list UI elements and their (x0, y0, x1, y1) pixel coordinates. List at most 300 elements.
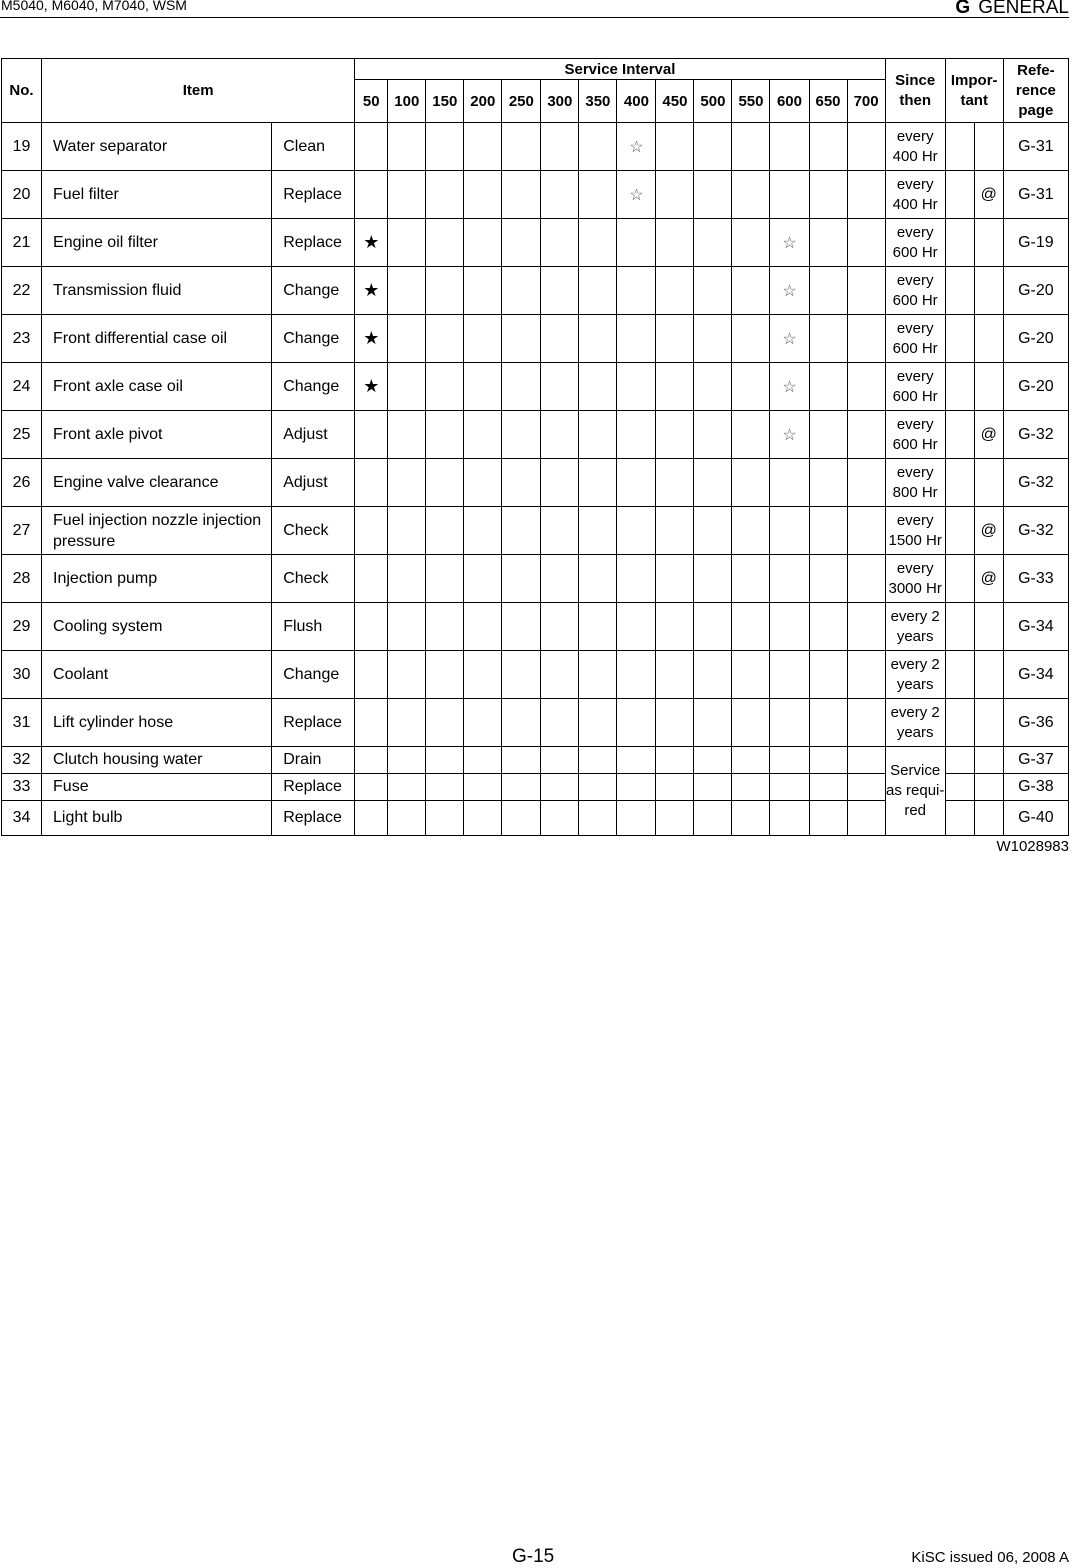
row-number: 26 (2, 459, 42, 507)
row-important (974, 699, 1003, 747)
row-reference-page: G-20 (1003, 363, 1068, 411)
row-reference-page: G-19 (1003, 219, 1068, 267)
row-since-then: every 600 Hr (885, 363, 945, 411)
row-item: Fuel injection nozzle injection pressure (42, 507, 272, 555)
interval-cell-500 (694, 267, 732, 315)
header-item: Item (42, 59, 355, 123)
periodic-service-star-icon: ☆ (782, 378, 797, 396)
interval-cell-150 (426, 747, 464, 774)
interval-cell-500 (694, 801, 732, 836)
row-reference-page: G-20 (1003, 267, 1068, 315)
row-item: Water separator (42, 123, 272, 171)
interval-cell-400 (617, 747, 656, 774)
interval-cell-400 (617, 411, 656, 459)
row-important (974, 123, 1003, 171)
row-important-a (945, 507, 974, 555)
interval-cell-550 (732, 267, 770, 315)
interval-cell-350 (579, 123, 617, 171)
interval-cell-700 (847, 651, 885, 699)
row-action: Replace (272, 699, 355, 747)
row-important-a (945, 774, 974, 801)
interval-cell-550 (732, 747, 770, 774)
interval-cell-250 (502, 459, 541, 507)
interval-cell-700 (847, 747, 885, 774)
row-item: Engine valve clearance (42, 459, 272, 507)
header-service-interval: Service Interval (355, 59, 885, 80)
interval-cell-450 (656, 315, 694, 363)
interval-cell-600 (770, 411, 809, 459)
interval-cell-550 (732, 774, 770, 801)
interval-cell-150 (426, 801, 464, 836)
row-important (974, 747, 1003, 774)
row-number: 33 (2, 774, 42, 801)
interval-cell-600 (770, 363, 809, 411)
interval-cell-450 (656, 774, 694, 801)
interval-cell-700 (847, 699, 885, 747)
row-reference-page: G-34 (1003, 651, 1068, 699)
interval-cell-700 (847, 507, 885, 555)
row-number: 22 (2, 267, 42, 315)
interval-cell-300 (541, 507, 579, 555)
interval-cell-200 (464, 774, 502, 801)
interval-cell-300 (541, 555, 579, 603)
interval-cell-500 (694, 411, 732, 459)
interval-cell-500 (694, 123, 732, 171)
row-reference-page: G-38 (1003, 774, 1068, 801)
interval-cell-150 (426, 459, 464, 507)
interval-cell-600 (770, 747, 809, 774)
interval-cell-100 (388, 651, 426, 699)
row-number: 20 (2, 171, 42, 219)
table-row (2, 363, 1069, 411)
row-important-a (945, 315, 974, 363)
row-since-then: every 3000 Hr (885, 555, 945, 603)
interval-cell-350 (579, 315, 617, 363)
header-no: No. (2, 59, 42, 123)
interval-cell-500 (694, 315, 732, 363)
section-name: GENERAL (978, 0, 1069, 18)
interval-cell-700 (847, 459, 885, 507)
interval-cell-250 (502, 171, 541, 219)
row-item: Front axle case oil (42, 363, 272, 411)
row-since-then: every 600 Hr (885, 411, 945, 459)
interval-cell-250 (502, 411, 541, 459)
service-interval-table (1, 58, 1069, 836)
interval-cell-650 (809, 507, 847, 555)
interval-cell-650 (809, 363, 847, 411)
interval-cell-100 (388, 267, 426, 315)
row-item: Injection pump (42, 555, 272, 603)
interval-cell-650 (809, 651, 847, 699)
interval-header-200: 200 (464, 80, 502, 123)
row-important (974, 801, 1003, 836)
interval-header-400: 400 (617, 80, 656, 123)
row-action: Change (272, 363, 355, 411)
row-item: Transmission fluid (42, 267, 272, 315)
interval-header-100: 100 (388, 80, 426, 123)
interval-cell-100 (388, 411, 426, 459)
interval-cell-600 (770, 123, 809, 171)
row-action: Adjust (272, 411, 355, 459)
row-since-then: every 600 Hr (885, 219, 945, 267)
interval-cell-350 (579, 459, 617, 507)
header-rule (0, 17, 1069, 18)
interval-cell-400 (617, 459, 656, 507)
interval-cell-700 (847, 123, 885, 171)
interval-cell-550 (732, 801, 770, 836)
row-action: Change (272, 267, 355, 315)
interval-cell-300 (541, 363, 579, 411)
interval-cell-150 (426, 219, 464, 267)
table-row (2, 747, 1069, 774)
interval-cell-300 (541, 459, 579, 507)
interval-header-350: 350 (579, 80, 617, 123)
issue-note: KiSC issued 06, 2008 A (911, 1549, 1069, 1566)
row-since-then: every 400 Hr (885, 171, 945, 219)
row-important-a (945, 651, 974, 699)
interval-cell-400 (617, 219, 656, 267)
row-important-a (945, 267, 974, 315)
header-since-then: Since then (885, 59, 945, 123)
interval-cell-200 (464, 603, 502, 651)
interval-cell-50 (355, 555, 388, 603)
interval-header-700: 700 (847, 80, 885, 123)
row-important (974, 603, 1003, 651)
interval-cell-600 (770, 699, 809, 747)
interval-cell-500 (694, 459, 732, 507)
interval-cell-300 (541, 411, 579, 459)
row-number: 24 (2, 363, 42, 411)
interval-cell-350 (579, 699, 617, 747)
row-action: Check (272, 507, 355, 555)
interval-cell-150 (426, 774, 464, 801)
interval-cell-250 (502, 699, 541, 747)
row-important-a (945, 699, 974, 747)
document-id: W1028983 (996, 838, 1069, 855)
interval-cell-100 (388, 123, 426, 171)
interval-cell-450 (656, 747, 694, 774)
interval-cell-400 (617, 603, 656, 651)
interval-cell-600 (770, 315, 809, 363)
row-reference-page: G-31 (1003, 123, 1068, 171)
table-row (2, 651, 1069, 699)
row-important-a (945, 411, 974, 459)
interval-cell-450 (656, 699, 694, 747)
periodic-service-star-icon: ☆ (629, 138, 644, 156)
row-important-a (945, 603, 974, 651)
row-item: Engine oil filter (42, 219, 272, 267)
interval-cell-300 (541, 801, 579, 836)
interval-cell-650 (809, 747, 847, 774)
interval-cell-700 (847, 219, 885, 267)
row-action: Change (272, 315, 355, 363)
interval-cell-100 (388, 219, 426, 267)
interval-cell-450 (656, 219, 694, 267)
interval-cell-250 (502, 555, 541, 603)
interval-cell-650 (809, 699, 847, 747)
row-important: @ (974, 555, 1003, 603)
row-important: @ (974, 171, 1003, 219)
interval-cell-200 (464, 171, 502, 219)
interval-cell-500 (694, 699, 732, 747)
interval-header-650: 650 (809, 80, 847, 123)
row-important-a (945, 363, 974, 411)
row-item: Fuse (42, 774, 272, 801)
interval-header-150: 150 (426, 80, 464, 123)
interval-cell-400 (617, 774, 656, 801)
row-action: Replace (272, 774, 355, 801)
row-action: Check (272, 555, 355, 603)
interval-cell-150 (426, 267, 464, 315)
interval-cell-200 (464, 699, 502, 747)
periodic-service-star-icon: ☆ (629, 186, 644, 204)
row-important (974, 267, 1003, 315)
interval-cell-600 (770, 603, 809, 651)
table-header (2, 59, 1069, 123)
row-number: 27 (2, 507, 42, 555)
interval-header-250: 250 (502, 80, 541, 123)
row-reference-page: G-32 (1003, 411, 1068, 459)
interval-cell-450 (656, 411, 694, 459)
interval-cell-650 (809, 603, 847, 651)
row-item: Front axle pivot (42, 411, 272, 459)
interval-cell-650 (809, 267, 847, 315)
interval-cell-200 (464, 507, 502, 555)
row-important-a (945, 123, 974, 171)
interval-cell-100 (388, 699, 426, 747)
table-row (2, 699, 1069, 747)
interval-header-300: 300 (541, 80, 579, 123)
interval-cell-100 (388, 315, 426, 363)
interval-cell-50 (355, 171, 388, 219)
interval-cell-300 (541, 747, 579, 774)
interval-cell-650 (809, 411, 847, 459)
interval-cell-350 (579, 747, 617, 774)
interval-cell-450 (656, 123, 694, 171)
interval-cell-500 (694, 507, 732, 555)
row-since-then: every 1500 Hr (885, 507, 945, 555)
initial-service-star-icon: ★ (363, 280, 380, 300)
interval-cell-400 (617, 171, 656, 219)
row-action: Replace (272, 219, 355, 267)
interval-cell-450 (656, 603, 694, 651)
row-since-then: every 2 years (885, 699, 945, 747)
table-row (2, 171, 1069, 219)
row-since-then: every 600 Hr (885, 267, 945, 315)
interval-cell-550 (732, 363, 770, 411)
interval-cell-500 (694, 747, 732, 774)
row-important-a (945, 555, 974, 603)
interval-cell-400 (617, 699, 656, 747)
row-number: 21 (2, 219, 42, 267)
interval-cell-300 (541, 315, 579, 363)
interval-cell-150 (426, 315, 464, 363)
interval-cell-550 (732, 171, 770, 219)
interval-cell-100 (388, 171, 426, 219)
interval-cell-200 (464, 315, 502, 363)
interval-cell-500 (694, 603, 732, 651)
row-action: Replace (272, 801, 355, 836)
row-action: Adjust (272, 459, 355, 507)
interval-cell-250 (502, 774, 541, 801)
interval-cell-450 (656, 507, 694, 555)
row-reference-page: G-20 (1003, 315, 1068, 363)
interval-cell-700 (847, 801, 885, 836)
interval-cell-500 (694, 555, 732, 603)
header-reference-page: Refe- rence page (1003, 59, 1068, 123)
interval-cell-50 (355, 459, 388, 507)
row-number: 32 (2, 747, 42, 774)
interval-cell-400 (617, 507, 656, 555)
interval-cell-500 (694, 774, 732, 801)
initial-service-star-icon: ★ (363, 328, 380, 348)
interval-cell-600 (770, 801, 809, 836)
interval-cell-650 (809, 315, 847, 363)
row-reference-page: G-37 (1003, 747, 1068, 774)
initial-service-star-icon: ★ (363, 232, 380, 252)
row-important-a (945, 219, 974, 267)
interval-cell-50 (355, 267, 388, 315)
interval-cell-600 (770, 555, 809, 603)
table-body (2, 123, 1069, 836)
interval-cell-50 (355, 603, 388, 651)
interval-cell-350 (579, 363, 617, 411)
interval-cell-600 (770, 267, 809, 315)
row-number: 34 (2, 801, 42, 836)
interval-cell-200 (464, 411, 502, 459)
row-item: Fuel filter (42, 171, 272, 219)
interval-cell-50 (355, 315, 388, 363)
interval-cell-50 (355, 123, 388, 171)
table-row (2, 315, 1069, 363)
interval-cell-100 (388, 507, 426, 555)
row-since-then: every 400 Hr (885, 123, 945, 171)
interval-cell-650 (809, 459, 847, 507)
row-since-then: every 2 years (885, 603, 945, 651)
interval-cell-200 (464, 363, 502, 411)
row-important-a (945, 801, 974, 836)
interval-cell-200 (464, 555, 502, 603)
interval-cell-100 (388, 774, 426, 801)
interval-cell-50 (355, 651, 388, 699)
interval-cell-100 (388, 747, 426, 774)
interval-cell-450 (656, 555, 694, 603)
interval-cell-350 (579, 219, 617, 267)
row-since-then: every 600 Hr (885, 315, 945, 363)
interval-cell-200 (464, 459, 502, 507)
interval-cell-250 (502, 315, 541, 363)
interval-cell-300 (541, 123, 579, 171)
section-letter: G (955, 0, 971, 18)
interval-cell-250 (502, 267, 541, 315)
interval-cell-350 (579, 555, 617, 603)
interval-cell-200 (464, 267, 502, 315)
interval-cell-650 (809, 774, 847, 801)
row-reference-page: G-40 (1003, 801, 1068, 836)
interval-cell-100 (388, 801, 426, 836)
row-important: @ (974, 411, 1003, 459)
interval-cell-250 (502, 507, 541, 555)
interval-cell-200 (464, 747, 502, 774)
interval-cell-150 (426, 507, 464, 555)
interval-cell-350 (579, 171, 617, 219)
interval-cell-150 (426, 555, 464, 603)
interval-cell-600 (770, 651, 809, 699)
interval-cell-650 (809, 171, 847, 219)
interval-cell-700 (847, 171, 885, 219)
interval-cell-300 (541, 774, 579, 801)
interval-cell-300 (541, 219, 579, 267)
table-row (2, 267, 1069, 315)
row-important: @ (974, 507, 1003, 555)
interval-cell-350 (579, 603, 617, 651)
interval-cell-350 (579, 267, 617, 315)
interval-cell-500 (694, 171, 732, 219)
interval-cell-50 (355, 801, 388, 836)
interval-cell-150 (426, 171, 464, 219)
row-important-a (945, 171, 974, 219)
interval-cell-400 (617, 555, 656, 603)
interval-cell-200 (464, 801, 502, 836)
interval-header-600: 600 (770, 80, 809, 123)
row-number: 19 (2, 123, 42, 171)
table-row (2, 555, 1069, 603)
row-important (974, 315, 1003, 363)
table-row (2, 123, 1069, 171)
row-item: Light bulb (42, 801, 272, 836)
interval-cell-300 (541, 171, 579, 219)
row-since-then: every 2 years (885, 651, 945, 699)
table-row (2, 411, 1069, 459)
periodic-service-star-icon: ☆ (782, 330, 797, 348)
row-important (974, 363, 1003, 411)
interval-cell-600 (770, 219, 809, 267)
row-important-a (945, 459, 974, 507)
interval-cell-250 (502, 363, 541, 411)
interval-header-550: 550 (732, 80, 770, 123)
row-reference-page: G-33 (1003, 555, 1068, 603)
interval-cell-600 (770, 171, 809, 219)
page-number: G-15 (512, 1546, 555, 1567)
interval-cell-300 (541, 651, 579, 699)
interval-cell-50 (355, 411, 388, 459)
row-reference-page: G-34 (1003, 603, 1068, 651)
interval-cell-600 (770, 459, 809, 507)
table-row (2, 219, 1069, 267)
interval-cell-150 (426, 411, 464, 459)
interval-cell-150 (426, 123, 464, 171)
table-row (2, 603, 1069, 651)
row-number: 23 (2, 315, 42, 363)
interval-cell-550 (732, 123, 770, 171)
row-important-a (945, 747, 974, 774)
interval-cell-550 (732, 555, 770, 603)
periodic-service-star-icon: ☆ (782, 426, 797, 444)
interval-cell-350 (579, 411, 617, 459)
row-since-then: Service as requi- red (885, 747, 945, 836)
interval-cell-150 (426, 651, 464, 699)
interval-cell-650 (809, 801, 847, 836)
interval-cell-400 (617, 267, 656, 315)
interval-cell-150 (426, 699, 464, 747)
interval-cell-250 (502, 219, 541, 267)
row-important (974, 651, 1003, 699)
interval-cell-450 (656, 651, 694, 699)
interval-cell-550 (732, 507, 770, 555)
interval-cell-550 (732, 603, 770, 651)
interval-cell-700 (847, 315, 885, 363)
interval-cell-450 (656, 459, 694, 507)
